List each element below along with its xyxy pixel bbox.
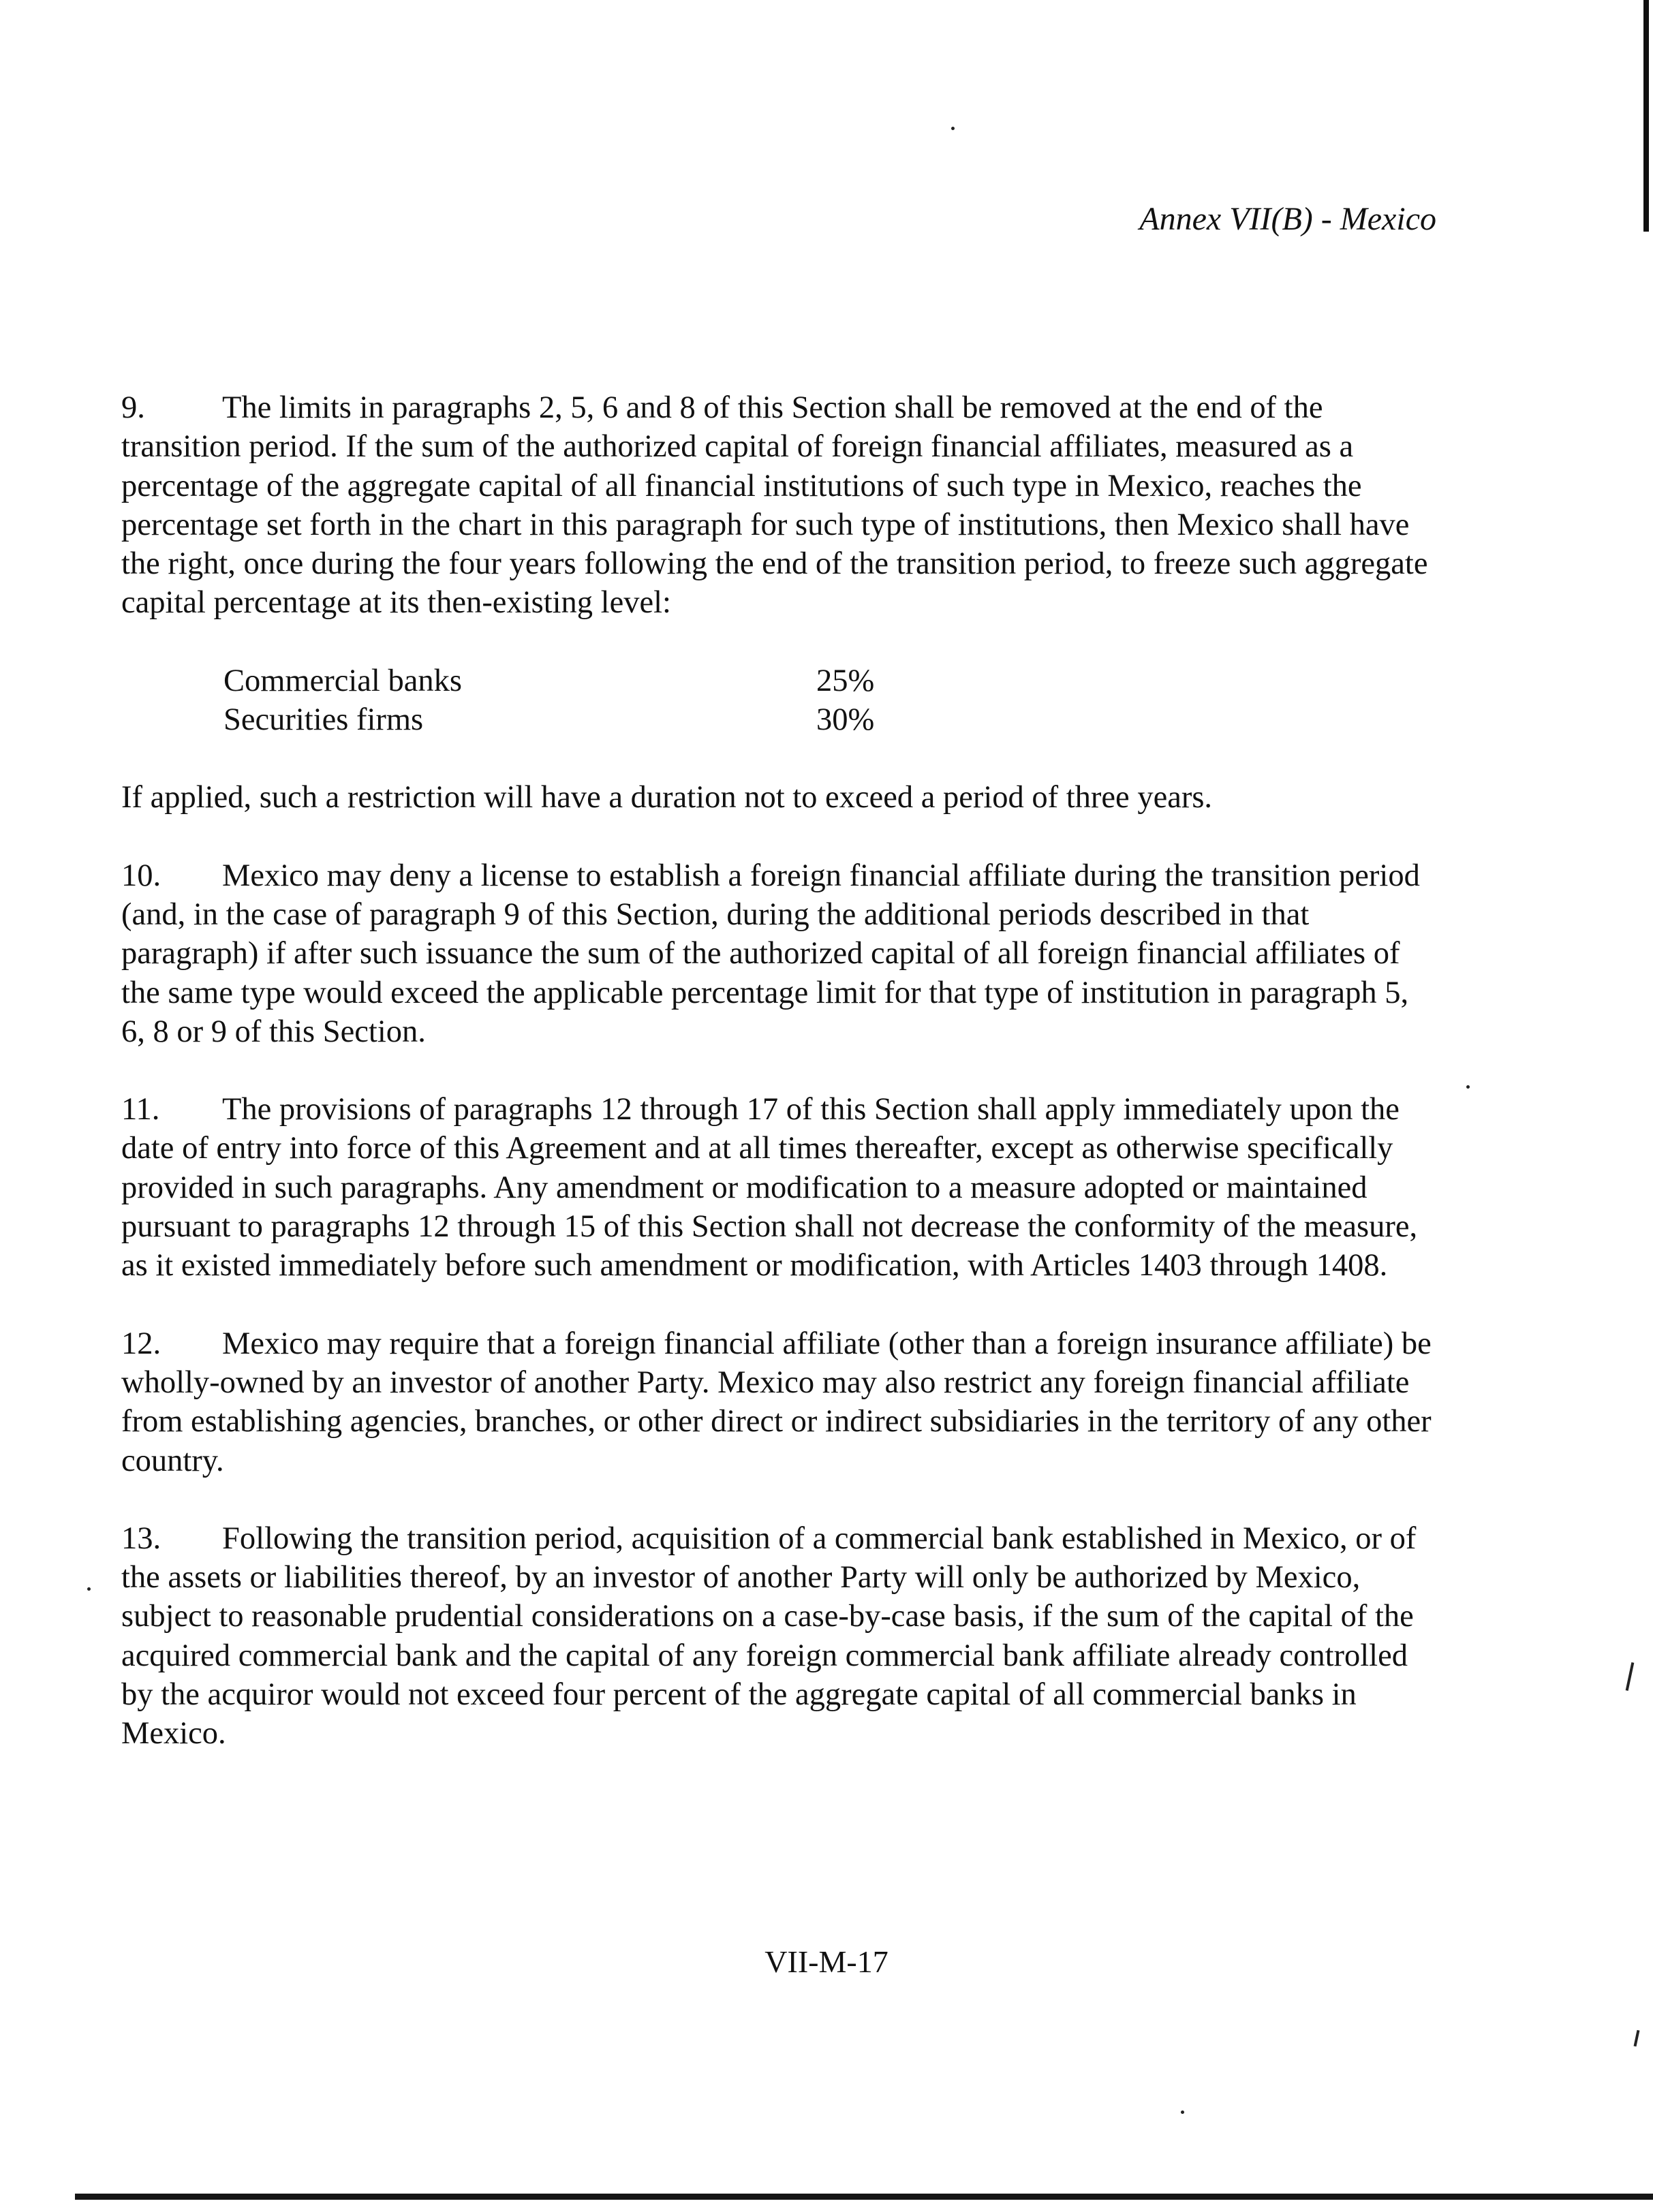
percentage-chart [223, 661, 1436, 740]
paragraph-number: 11. [121, 1092, 160, 1127]
paragraph-text: Following the transition period, acquisition of a commercial bank established in Mexico, or of the assets or liabilities thereof, by an investor of another Party will only be authorized by Mexico, subject to reasonable prudential considerations on a case-by-case basis, if the sum of the capital of the acquired commercial bank and the capital of any foreign commercial bank affiliate already controlled by the acquiror would not exceed four percent of the aggregate capital of all commercial banks in Mexico. [121, 1521, 1417, 1751]
paragraph-text: The provisions of paragraphs 12 through 17 of this Section shall apply immediately upon the date of entry into force of this Agreement and at all times thereafter, except as otherwise specifically provided in such paragraphs. Any amendment or modification to a measure adopted or maintained pursuant to paragraphs 12 through 15 of this Section shall not decrease the conformity of the measure, as it existed immediately before such amendment or modification, with Articles 1403 through 1408. [121, 1092, 1418, 1283]
scan-speck [1181, 2110, 1184, 2114]
paragraph-text: Mexico may require that a foreign financial affiliate (other than a foreign insurance affiliate) be wholly-owned by an investor of another Party. Mexico may also restrict any foreign financial affiliate from establishing agencies, branches, or other direct or indirect subsidiaries in the territory of any other country. [121, 1326, 1432, 1478]
chart-label: Commercial banks [223, 663, 462, 698]
paragraph-number: 10. [121, 858, 161, 893]
chart-label: Securities firms [223, 702, 424, 738]
scan-tick-mark [1626, 1662, 1635, 1691]
paragraph-number: 12. [121, 1326, 161, 1361]
paragraph-number: 13. [121, 1521, 161, 1556]
scan-edge-right [1643, 0, 1649, 232]
paragraph-9 [121, 388, 1436, 623]
page-number: VII-M-17 [764, 1944, 889, 1979]
paragraph-12 [121, 1324, 1436, 1480]
scan-speck [1466, 1085, 1470, 1089]
scan-speck [951, 127, 955, 130]
paragraph-13 [121, 1519, 1436, 1754]
scan-speck [87, 1587, 91, 1591]
chart-row [223, 700, 1436, 739]
scan-edge-bottom [75, 2194, 1653, 2200]
annex-header: Annex VII(B) - Mexico [1139, 201, 1436, 237]
paragraph-10 [121, 856, 1436, 1051]
chart-value: 25% [816, 663, 875, 698]
paragraph-11 [121, 1090, 1436, 1285]
chart-row [223, 661, 1436, 700]
document-body [121, 388, 1436, 1792]
scan-tick-mark [1634, 2030, 1640, 2046]
paragraph-number: 9. [121, 390, 145, 425]
paragraph-text: Mexico may deny a license to establish a foreign financial affiliate during the transition period (and, in the case of paragraph 9 of this Section, during the additional periods described in that paragraph) if after such issuance the sum of the authorized capital of all foreign financial affiliates of the same type would exceed the applicable percentage limit for that type of institution in paragraph 5, 6, 8 or 9 of this Section. [121, 858, 1420, 1049]
paragraph-text: The limits in paragraphs 2, 5, 6 and 8 of this Section shall be removed at the end of the transition period. If the sum of the authorized capital of foreign financial affiliates, measured as a percentage of the aggregate capital of all financial institutions of such type in Mexico, reaches the percentage set forth in the chart in this paragraph for such type of institutions, then Mexico shall have the right, once during the four years following the end of the transition period, to freeze such aggregate capital percentage at its then-existing level: [121, 390, 1428, 621]
chart-value: 30% [816, 702, 875, 738]
restriction-duration-text: If applied, such a restriction will have a duration not to exceed a period of three years. [121, 780, 1213, 815]
